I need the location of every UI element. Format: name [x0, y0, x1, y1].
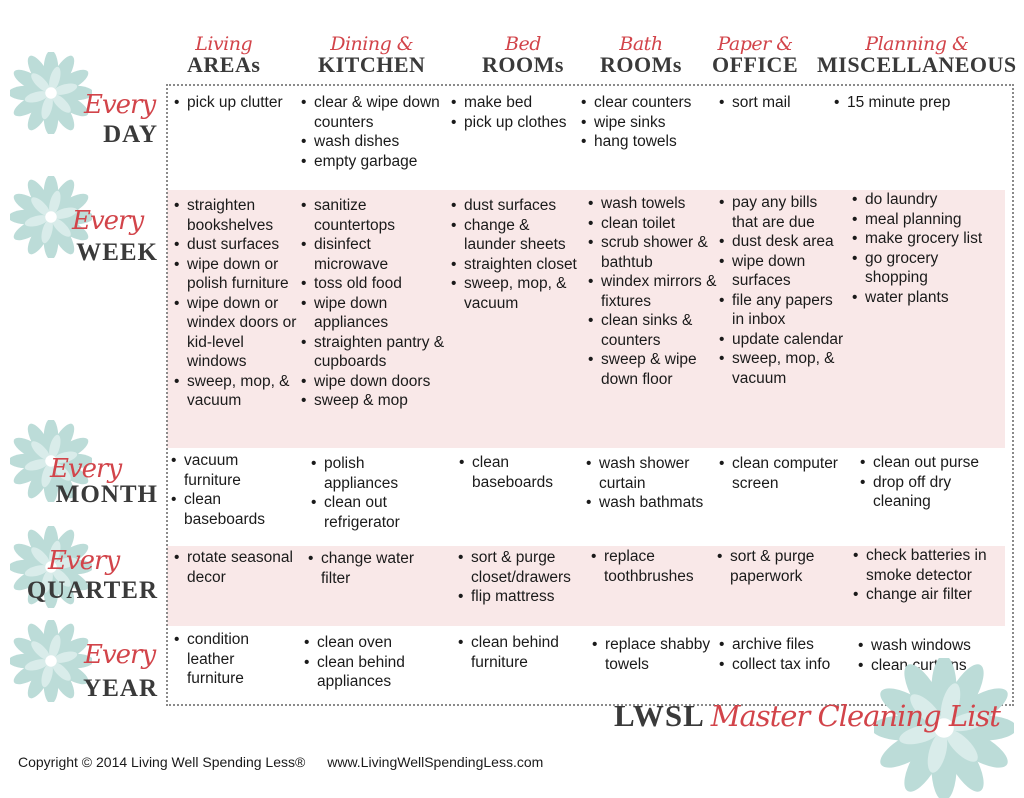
cell-day-kitchen — [301, 93, 447, 171]
task-item: • dust surfaces — [174, 235, 298, 255]
column-header-bathrooms — [600, 34, 682, 76]
task-item: • flip mattress — [458, 587, 586, 607]
task-item: • clean baseboards — [171, 490, 299, 529]
task-item: • change & launder sheets — [451, 216, 581, 255]
task-item: • empty garbage — [301, 152, 447, 172]
task-item: • update calendar — [719, 330, 847, 350]
task-item: • clean curtains — [858, 656, 994, 676]
task-item: • archive files — [719, 635, 851, 655]
cell-quarter-living — [174, 548, 306, 587]
task-item: • straighten closet — [451, 255, 581, 275]
column-header-script: Bath — [619, 33, 663, 55]
row-header-every-month — [10, 420, 162, 512]
cell-year-kitchen — [304, 633, 434, 692]
task-item: • make grocery list — [852, 229, 1000, 249]
task-item: • sweep & wipe down floor — [588, 350, 720, 389]
row-header-every-day — [10, 52, 162, 148]
task-item: • condition leather furniture — [174, 630, 294, 689]
task-item: • sort & purge closet/drawers — [458, 548, 586, 587]
task-item: • windex mirrors & fixtures — [588, 272, 720, 311]
column-header-caps: AREAs — [187, 52, 261, 77]
task-item: • straighten bookshelves — [174, 196, 298, 235]
cell-week-bedrooms — [451, 196, 581, 313]
column-header-script: Living — [195, 33, 253, 55]
cell-day-bedrooms — [451, 93, 579, 132]
task-item: • clean sinks & counters — [588, 311, 720, 350]
task-item: • clean oven — [304, 633, 434, 653]
website-url: www.LivingWellSpendingLess.com — [327, 754, 544, 770]
title-script: Master Cleaning List — [710, 699, 1000, 733]
task-item: • replace shabby towels — [592, 635, 718, 674]
task-item: • scrub shower & bathtub — [588, 233, 720, 272]
task-item: • clean behind appliances — [304, 653, 434, 692]
column-header-caps: OFFICE — [712, 52, 799, 77]
column-header-caps: KITCHEN — [318, 52, 426, 77]
task-item: • disinfect microwave — [301, 235, 447, 274]
task-item: • dust desk area — [719, 232, 847, 252]
task-item: • wash bathmats — [586, 493, 718, 513]
task-item: • 15 minute prep — [834, 93, 984, 113]
cell-quarter-bathrooms — [591, 547, 719, 586]
flower-icon — [10, 620, 92, 702]
title-abbreviation: LWSL — [614, 698, 705, 733]
task-item: • wipe down or polish furniture — [174, 255, 298, 294]
task-item: • dust surfaces — [451, 196, 581, 216]
column-header-caps: ROOMs — [600, 52, 682, 77]
cell-month-misc — [860, 453, 1002, 512]
task-item: • sort & purge paperwork — [717, 547, 845, 586]
task-item: • hang towels — [581, 132, 717, 152]
column-header-script: Dining & — [330, 33, 414, 55]
task-item: • go grocery shopping — [852, 249, 1000, 288]
cell-year-office — [719, 635, 851, 674]
cell-year-living — [174, 630, 294, 689]
task-item: • clear counters — [581, 93, 717, 113]
task-item: • wipe down or windex doors or kid-level windows — [174, 294, 298, 372]
task-item: • wash shower curtain — [586, 454, 718, 493]
task-item: • sweep & mop — [301, 391, 447, 411]
column-header-bedrooms — [482, 34, 564, 76]
task-item: • sweep, mop, & vacuum — [719, 349, 847, 388]
column-header-script: Paper & — [717, 33, 793, 55]
task-item: • wipe down doors — [301, 372, 447, 392]
column-header-script: Bed — [505, 33, 541, 55]
cell-month-living — [171, 451, 299, 529]
row-header-every-year — [10, 620, 162, 712]
page-title — [614, 698, 1000, 734]
task-item: • sweep, mop, & vacuum — [174, 372, 298, 411]
task-item: • clean behind furniture — [458, 633, 586, 672]
task-item: • clear & wipe down counters — [301, 93, 447, 132]
task-item: • change water filter — [308, 549, 444, 588]
task-item: • pay any bills that are due — [719, 193, 847, 232]
task-item: • wash towels — [588, 194, 720, 214]
task-item: • replace toothbrushes — [591, 547, 719, 586]
task-item: • clean computer screen — [719, 454, 851, 493]
cell-day-misc — [834, 93, 984, 113]
row-header-script: Every — [84, 640, 156, 670]
task-item: • clean baseboards — [459, 453, 587, 492]
task-item: • check batteries in smoke detector — [853, 546, 1005, 585]
flower-icon — [10, 52, 92, 134]
cell-day-office — [719, 93, 847, 113]
row-header-caps: WEEK — [76, 239, 158, 266]
task-item: • pick up clothes — [451, 113, 579, 133]
task-item: • do laundry — [852, 190, 1000, 210]
cell-year-bathrooms — [592, 635, 718, 674]
cell-quarter-office — [717, 547, 845, 586]
row-header-script: Every — [84, 90, 156, 120]
row-header-every-quarter — [10, 526, 162, 618]
footer — [18, 754, 543, 770]
task-item: • drop off dry cleaning — [860, 473, 1002, 512]
row-header-caps: DAY — [103, 121, 158, 148]
cell-week-kitchen — [301, 196, 447, 411]
cell-week-office — [719, 193, 847, 388]
task-item: • file any papers in inbox — [719, 291, 847, 330]
column-header-paper-office — [712, 34, 798, 76]
task-item: • sweep, mop, & vacuum — [451, 274, 581, 313]
column-header-planning-misc — [817, 34, 1017, 76]
column-header-script: Planning & — [865, 33, 969, 55]
cell-month-bathrooms — [586, 454, 718, 513]
row-header-every-week — [10, 176, 162, 268]
row-header-script: Every — [72, 206, 144, 236]
row-header-caps: YEAR — [83, 675, 158, 702]
task-item: • wipe down surfaces — [719, 252, 847, 291]
cell-quarter-kitchen — [308, 549, 444, 588]
cell-month-office — [719, 454, 851, 493]
cell-week-misc — [852, 190, 1000, 307]
cell-week-living — [174, 196, 298, 411]
task-item: • toss old food — [301, 274, 447, 294]
row-header-script: Every — [48, 546, 120, 576]
task-item: • sanitize countertops — [301, 196, 447, 235]
row-header-script: Every — [50, 454, 122, 484]
task-item: • wash windows — [858, 636, 994, 656]
task-item: • sort mail — [719, 93, 847, 113]
column-header-dining-kitchen — [318, 34, 425, 76]
row-header-caps: MONTH — [55, 481, 158, 508]
task-item: • change air filter — [853, 585, 1005, 605]
task-item: • vacuum furniture — [171, 451, 299, 490]
cell-day-living — [174, 93, 296, 113]
column-header-caps: MISCELLANEOUS — [817, 52, 1017, 77]
task-item: • rotate seasonal decor — [174, 548, 306, 587]
column-header-caps: ROOMs — [482, 52, 564, 77]
task-item: • pick up clutter — [174, 93, 296, 113]
task-item: • collect tax info — [719, 655, 851, 675]
cell-month-kitchen — [311, 454, 441, 532]
task-item: • wipe sinks — [581, 113, 717, 133]
task-item: • meal planning — [852, 210, 1000, 230]
cell-quarter-bedrooms — [458, 548, 586, 607]
task-item: • clean out purse — [860, 453, 1002, 473]
task-item: • water plants — [852, 288, 1000, 308]
task-item: • polish appliances — [311, 454, 441, 493]
cell-year-bedrooms — [458, 633, 586, 672]
task-item: • clean toilet — [588, 214, 720, 234]
cell-day-bathrooms — [581, 93, 717, 152]
task-item: • wash dishes — [301, 132, 447, 152]
copyright-text: Copyright © 2014 Living Well Spending Less® — [18, 754, 306, 770]
task-item: • straighten pantry & cupboards — [301, 333, 447, 372]
task-item: • wipe down appliances — [301, 294, 447, 333]
cell-quarter-misc — [853, 546, 1005, 605]
cell-month-bedrooms — [459, 453, 587, 492]
task-item: • clean out refrigerator — [311, 493, 441, 532]
column-header-living-areas — [187, 34, 260, 76]
task-item: • make bed — [451, 93, 579, 113]
row-header-caps: QUARTER — [26, 577, 158, 604]
cell-week-bathrooms — [588, 194, 720, 389]
